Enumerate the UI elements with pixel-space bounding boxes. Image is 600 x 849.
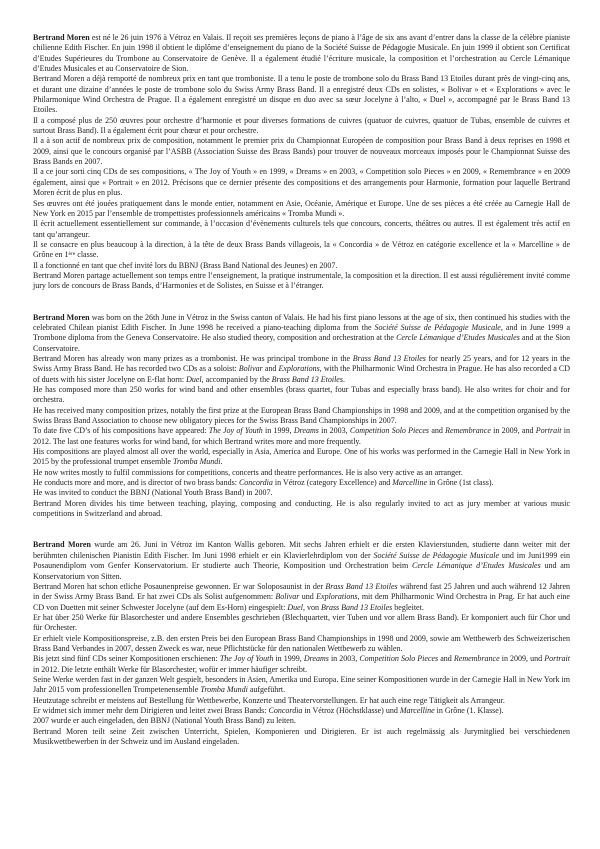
text-run: Er hat über 250 Werke für Blasorchester und andere Ensembles geschrieben (Blechquartett, vier Tuben und vor allem Brass Band). Er komponiert auch für Chor und für Orchester. <box>33 612 570 633</box>
text-run: Bolivar <box>238 364 263 374</box>
text-run: To date five CD’s of his compositions have appeared: <box>33 426 209 436</box>
text-run: He has composed more than 250 works for wind band and other ensembles (brass quartet, four Tubas and especially brass band). He also writes for choir and for orchestra. <box>33 385 570 405</box>
text-run: Tromba Mundi <box>172 457 221 467</box>
paragraph <box>33 675 570 696</box>
text-run: Competition Solo Pieces <box>349 426 430 436</box>
text-run: Ses œuvres ont été jouées pratiquement dans le monde entier, notamment en Asie, Océanie, Amérique et Europe. Une de ses pièces a été créée au Carnegie Hall de New York en 2015 par l’ensemble de trompettistes professionnels américains « Tromba Mundi ». <box>33 198 570 218</box>
bio-section-english <box>33 313 570 520</box>
text-run: , and in June 1999 a Trombone diploma from the Geneva Conservatoire. He also studied theory, composition and orchestration at the <box>33 322 570 343</box>
text-run: Brass Band 13 Etoiles <box>325 581 398 591</box>
text-run: . <box>342 374 345 384</box>
text-run: in 2012. The last one features works for wind band, for which Bertrand writes more and more frequently. <box>33 426 570 446</box>
text-run: in 2009, and <box>490 426 536 436</box>
text-run: Cercle Lémanique d’Etudes Musicales <box>412 561 541 571</box>
text-run: est né le 26 juin 1976 à Vétroz en Valais. Il reçoit ses premières leçons de piano à l’âge de six ans avant d’entrer dans la classe de la célèbre pianiste chilienne Edith Fischer. En juin 1998 il obtient le diplôme d’enseignement du piano de la Société Suisse de Pédagogie Musicale. En juin 1999 il obtient son Certificat d’Etudes Supérieures du Trombone au Conservatoire de Genève. Il a également étudié l’écriture musicale, la composition et l’orchestration au Cercle Lémanique d’Etudes Musicales et au Conservatoire de Sion. <box>33 33 570 74</box>
paragraph <box>33 219 570 240</box>
paragraph <box>33 406 570 427</box>
text-run: Société Suisse de Pédagogie Musicale <box>373 550 500 560</box>
text-run: und im Juni1999 ein Posaunendiplom vom Genfer Konservatorium. Er studierte auch Theorie, Komposition und Orchestration beim <box>33 550 570 571</box>
text-run: Bis jetzt sind fünf CDs seiner Kompositionen erschienen: <box>33 654 220 664</box>
text-run: Portrait <box>535 426 562 436</box>
paragraph <box>33 716 570 726</box>
text-run: Heutzutage schreibt er meistens auf Bestellung für Wettbewerbe, Konzerte und Theatervorstellungen. Er hat auch eine rege Tätigkeit als Arrangeur. <box>33 695 505 705</box>
text-run: The Joy of Youth <box>219 654 274 664</box>
text-run: , mit dem Philharmonic Wind Orchestra in Prag. Er hat auch eine CD von Duetten mit seiner Schwester Jocelyne (auf dem Es-Horn) eingespielt: <box>33 592 570 612</box>
text-run: He conducts more and more, and is director of two brass bands: <box>33 478 239 488</box>
paragraph <box>33 727 570 748</box>
paragraph <box>33 385 570 406</box>
text-run: Explorations <box>316 592 358 602</box>
text-run: classe. <box>75 250 99 260</box>
text-run: The Joy of Youth <box>208 426 263 436</box>
text-run: Cercle Lémanique d’Etudes Musicales <box>396 333 520 343</box>
text-run: Bertrand Moren <box>33 312 90 322</box>
text-run: Concordia <box>268 705 303 715</box>
text-run: Il se consacre en plus beaucoup à la direction, à la tête de deux Brass Bands villageois, la « Concordia » de Vétroz en catégorie excellence et la « Marcelline » de Grône en 1 <box>33 239 570 260</box>
bio-section-french <box>33 33 570 292</box>
text-run: Bertrand Moren teilt seine Zeit zwischen Unterricht, Spielen, Komponieren und Dirigieren. Er ist auch regelmässig als Jurymitglied bei verschiedenen Musikwettbewerben in der Schweiz und im Ausland eingeladen. <box>33 726 570 746</box>
text-run: Er widmet sich immer mehr dem Dirigieren und leitet zwei Brass Bands: <box>33 705 269 715</box>
paragraph <box>33 634 570 655</box>
paragraph <box>33 167 570 198</box>
paragraph <box>33 271 570 292</box>
text-run: Concordia <box>238 478 273 488</box>
text-run: in 1999, <box>273 654 304 664</box>
text-run: Marcelline <box>399 705 435 715</box>
paragraph <box>33 116 570 137</box>
text-run: Bertrand Moren hat schon etliche Posaunenpreise gewonnen. Er war Soloposaunist in der <box>33 581 326 591</box>
paragraph <box>33 499 570 520</box>
text-run: for nearly 25 years, and for 12 years in the Swiss Army Brass Band. He has recorded two CDs as a soloist: <box>33 353 570 374</box>
text-run: Duel <box>287 602 303 612</box>
text-run: in Vétroz (category Excellence) and <box>272 478 393 488</box>
text-run: Duel <box>186 374 202 384</box>
text-run: Il a composé plus de 250 œuvres pour orchestre d’harmonie et pour diverses formations de cuivres (quatuor de cuivres, quatuor de Tubas, ensemble de cuivres et surtout Brass Band). Il a également écrit pour chœur et pour orchestre. <box>33 115 570 136</box>
text-run: und <box>299 592 317 602</box>
text-run: Explorations <box>278 364 320 374</box>
paragraph <box>33 582 570 613</box>
text-run: Dreams <box>293 426 319 436</box>
text-run: Er erhielt viele Kompositionspreise, z.B. den ersten Preis bei den European Brass Band Championships in 1998 und 2009, sowie am Wettbewerb des Schweizerischen Brass Band Verbandes in 2007, dessen Zweck es war, neue Pflichtstücke für den nationalen Wettbewerb zu wählen. <box>33 633 570 653</box>
text-run: in 1999, <box>262 426 294 436</box>
text-run: Dreams <box>303 654 329 664</box>
text-run: Bertrand Moren <box>33 540 91 550</box>
paragraph <box>33 540 570 581</box>
text-run: He now writes mostly to fulfil commissions for competitions, concerts and theatre performances. He is also very active as an arranger. <box>33 467 463 477</box>
text-run: Tromba Mundi <box>200 685 248 695</box>
text-run: in 2009, und <box>499 654 545 664</box>
text-run: Il a à son actif de nombreux prix de composition, notamment le premier prix du Championnat Européen de composition pour Brass Band à deux reprises en 1998 et 2009, ainsi que le concours organisé par l’ASBB (Association Suisse des Brass Bands) pour trouver de nouveaux morceaux imposés pour le Championnat Suisse des Brass Bands en 2007. <box>33 136 570 167</box>
text-run: in Grône (1. Klasse). <box>434 705 504 715</box>
paragraph <box>33 613 570 634</box>
text-run: Marcelline <box>392 478 428 488</box>
text-run: Il a ce jour sorti cinq CDs de ses compositions, « The Joy of Youth » en 1999, « Dreams » en 2003, « Competition solo Pieces » en 2009, « Remembrance » en 2009 également, ainsi que « Portrait » en 2012. Précisons que ce dernier présente des compositions et des arrangements pour Harmonie, formation pour laquelle Bertrand Moren écrit de plus en plus. <box>33 167 570 198</box>
text-run: Bertrand Moren a déjà remporté de nombreux prix en tant que tromboniste. Il a tenu le poste de trombone solo du Brass Band 13 Etoiles durant près de vingt-cinq ans, et durant une dizaine d’années le poste de trombone solo du Swiss Army Brass Band. Il a enregistré deux CDs en solistes, « Bolivar » et « Explorations » avec le Philarmonique Wind Orchestra de Prague. Il a également enregistré un disque en duo avec sa sœur Jocelyne à l’alto, « Duel », accompagné par le Brass Band 13 Etoiles. <box>33 74 570 115</box>
text-run: in Grône (1st class). <box>427 478 494 488</box>
paragraph <box>33 313 570 354</box>
text-run: Remembrance <box>453 654 500 664</box>
text-run: , accompanied by the <box>201 374 272 384</box>
text-run: , von <box>302 602 321 612</box>
text-run: Bertrand Moren <box>33 33 90 42</box>
text-run: Bertrand Moren divides his time between teaching, playing, composing and conducting. He is also regularly invited to act as jury member at various music competitions in Switzerland and abroad. <box>33 498 570 519</box>
text-run: was born on the 26th June in Vétroz in the Swiss canton of Valais. He had his first piano lessons at the age of six, then continued his studies with the celebrated Chilean pianist Edith Fischer. In June 1998 he received a piano-teaching diploma from the <box>33 312 571 332</box>
paragraph <box>33 33 570 74</box>
text-run: He has received many composition prizes, notably the first prize at the European Brass Band Championships in 1998 and 2009, and at the competition organised by the Swiss Brass Band Association to choose new obligatory pieces for the Swiss Brass Band Championships in 2007. <box>33 405 570 426</box>
text-run: aufgeführt. <box>247 685 286 695</box>
text-run: 2007 wurde er auch eingeladen, den BBNJ (National Youth Brass Band) zu leiten. <box>33 716 296 726</box>
text-run: His compositions are played almost all over the world, especially in Asia, America and Europe. One of his works was performed in the Carnegie Hall in New York in 2015 by the professional trumpet ensemble <box>33 447 570 467</box>
paragraph <box>33 261 570 271</box>
text-run: Brass Band 13 Etoiles <box>320 602 393 612</box>
text-run: Seine Werke werden fast in der ganzen Welt gespielt, besonders in Asien, Amerika und Europa. Eine seiner Kompositionen wurde in der Carnegie Hall in New York im Jahr 2015 vom professionellen Trompetenensemble <box>33 674 570 695</box>
paragraph <box>33 136 570 167</box>
text-run: Portrait <box>544 654 570 664</box>
paragraph <box>33 199 570 220</box>
text-run: in 2012. Die letzte enthält Werke für Blasorchester, wofür er immer häufiger schreibt. <box>33 664 308 674</box>
text-run: Competition Solo Pieces <box>359 654 439 664</box>
text-run: He was invited to conduct the BBNJ (National Youth Brass Band) in 2007. <box>33 488 273 498</box>
text-run: Bolivar <box>275 592 300 602</box>
text-run: in 2003, <box>318 426 350 436</box>
text-run: in Vétroz (Höchstklasse) und <box>302 705 400 715</box>
text-run: , with the Philharmonic Wind Orchestra in Prague. He has also recorded a CD of duets with his sister Jocelyne on E-flat horn: <box>33 364 570 384</box>
text-run: Société Suisse de Pédagogie Musicale <box>374 322 501 332</box>
paragraph <box>33 447 570 468</box>
text-run: . <box>220 457 223 467</box>
text-run: Brass Band 13 Etoiles <box>352 353 426 363</box>
text-run: in 2003, <box>328 654 360 664</box>
paragraph <box>33 706 570 716</box>
paragraph <box>33 426 570 447</box>
text-run: Il écrit actuellement essentiellement sur commande, à l’occasion d’évènements culturels tels que concours, concerts, théâtres ou autres. Il est également très actif en tant qu’arrangeur. <box>33 219 570 239</box>
paragraph <box>33 478 570 488</box>
text-run: Il a fonctionné en tant que chef invité lors du BBNJ (Brass Band National des Jeunes) en 2007. <box>33 260 338 270</box>
text-run: and <box>262 364 279 374</box>
paragraph <box>33 74 570 115</box>
text-run: Brass Band 13 Etoiles <box>271 374 343 384</box>
paragraph <box>33 354 570 385</box>
paragraph <box>33 654 570 675</box>
text-run: Remembrance <box>445 426 491 436</box>
text-run: Bertrand Moren has already won many prizes as a trombonist. He was principal trombone in the <box>33 353 353 363</box>
paragraph <box>33 696 570 706</box>
text-run: während fast 25 Jahren und auch während 12 Jahren in der Swiss Army Brass Band. Er hat zwei CDs als Solist aufgenommen: <box>33 581 570 602</box>
text-run: und am Konservatorium von Sitten. <box>33 561 571 581</box>
text-run: ère <box>68 250 76 257</box>
text-run: and <box>438 654 454 664</box>
text-run: and <box>429 426 446 436</box>
paragraph <box>33 240 570 261</box>
text-run: and at the Sion Conservatoire. <box>33 333 571 353</box>
bio-section-german <box>33 540 570 747</box>
text-run: begleitet. <box>392 602 424 612</box>
paragraph <box>33 468 570 478</box>
paragraph <box>33 488 570 498</box>
text-run: Bertrand Moren partage actuellement son temps entre l’enseignement, la pratique instrumentale, la composition et la direction. Il est aussi régulièrement invité comme jury lors de concours de Brass Bands, d’Harmonies et de Solistes, en Suisse et à l’étranger. <box>33 270 570 291</box>
text-run: wurde am 26. Juni in Vétroz im Kanton Wallis geboren. Mit sechs Jahren erhielt er die ersten Klavierstunden, studierte dann weiter mit der berühmten chilenischen Pianistin Edith Fischer. Im Juni 1998 erhielt er ein Klavierlehrdiplom von der <box>33 540 570 560</box>
